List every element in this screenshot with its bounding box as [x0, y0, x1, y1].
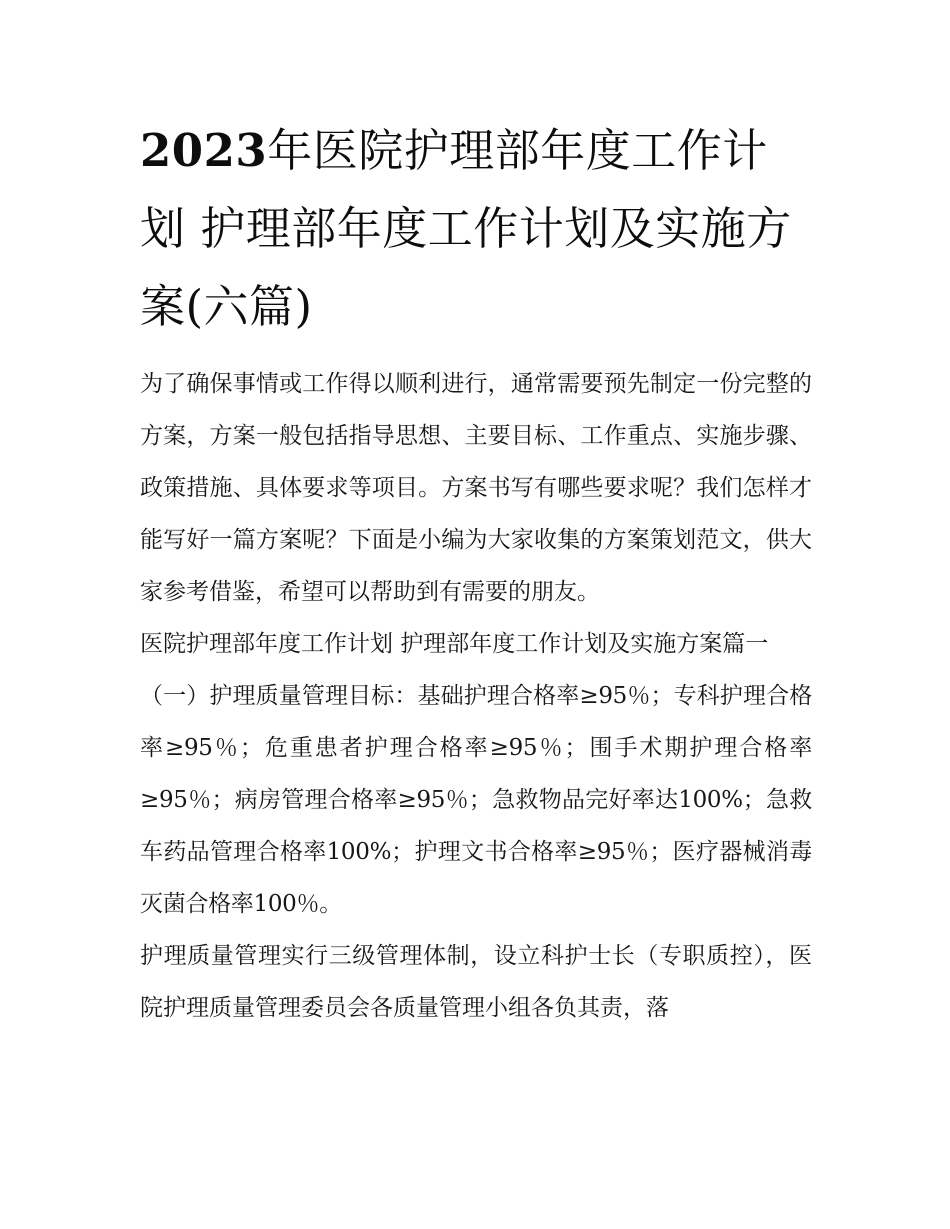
- title-year: 2023: [140, 124, 268, 177]
- management-system-paragraph: 护理质量管理实行三级管理体制，设立科护士长（专职质控），医院护理质量管理委员会各质量管理小组各负其责，落: [140, 943, 812, 1021]
- title-text: 年医院护理部年度工作计划 护理部年度工作计划及实施方案(六篇): [140, 124, 792, 333]
- intro-paragraph: 为了确保事情或工作得以顺利进行，通常需要预先制定一份完整的方案，方案一般包括指导思想、主要目标、工作重点、实施步骤、政策措施、具体要求等项目。方案书写有哪些要求呢？我们怎样才能写好一篇方案呢？下面是小编为大家收集的方案策划范文，供大家参考借鉴，希望可以帮助到有需要的朋友。: [140, 371, 812, 605]
- quality-targets-paragraph: （一）护理质量管理目标：基础护理合格率≥95％；专科护理合格率≥95％；危重患者护理合格率≥95％；围手术期护理合格率≥95％；病房管理合格率≥95％；急救物品完好率达100%；急救车药品管理合格率100%；护理文书合格率≥95％；医疗器械消毒灭菌合格率100％。: [140, 683, 812, 917]
- document-title: [140, 112, 812, 346]
- section-heading: 医院护理部年度工作计划 护理部年度工作计划及实施方案篇一: [140, 631, 769, 657]
- document-body: [140, 112, 812, 1034]
